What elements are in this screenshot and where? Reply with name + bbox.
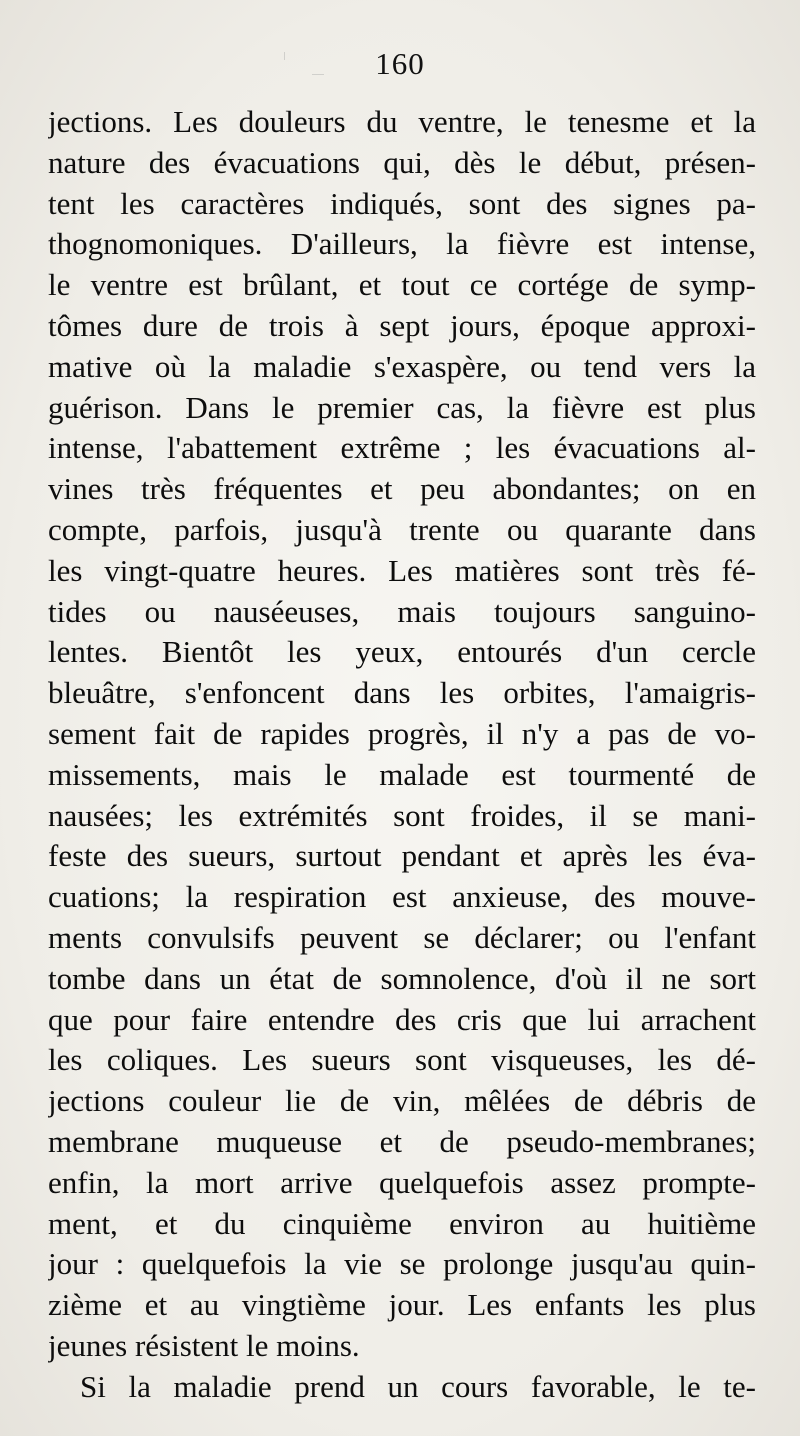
text-line: jections couleur lie de vin, mêlées de débris de: [48, 1083, 756, 1119]
text-line: Si la maladie prend un cours favorable, le te-: [80, 1368, 756, 1404]
text-line: tides ou nauséeuses, mais toujours sanguino-: [48, 593, 756, 629]
text-line: guérison. Dans le premier cas, la fièvre est plus: [48, 389, 756, 425]
text-line: tômes dure de trois à sept jours, époque approxi-: [48, 307, 756, 343]
text-line: que pour faire entendre des cris que lui arrachent: [48, 1001, 756, 1037]
text-line: feste des sueurs, surtout pendant et après les éva-: [48, 838, 756, 874]
page-number: 160: [375, 46, 425, 81]
text-line: sement fait de rapides progrès, il n'y a pas de vo-: [48, 715, 756, 751]
scan-mark: [284, 52, 285, 60]
text-line: vines très fréquentes et peu abondantes; on en: [48, 471, 756, 507]
text-line: le ventre est brûlant, et tout ce cortége de symp-: [48, 267, 756, 303]
body-text: [48, 102, 756, 1408]
text-line: ments convulsifs peuvent se déclarer; ou l'enfant: [48, 919, 756, 955]
text-line: jeunes résistent le moins.: [48, 1327, 360, 1363]
text-line: ment, et du cinquième environ au huitième: [48, 1205, 756, 1241]
text-line: zième et au vingtième jour. Les enfants les plus: [48, 1287, 756, 1323]
text-line: les coliques. Les sueurs sont visqueuses, les dé-: [48, 1042, 756, 1078]
text-line: tent les caractères indiqués, sont des signes pa-: [48, 185, 756, 221]
scan-mark: [312, 74, 324, 75]
text-line: intense, l'abattement extrême ; les évacuations al-: [48, 430, 756, 466]
text-line: nausées; les extrémités sont froides, il se mani-: [48, 797, 756, 833]
text-line: bleuâtre, s'enfoncent dans les orbites, l'amaigris-: [48, 675, 756, 711]
text-line: thognomoniques. D'ailleurs, la fièvre est intense,: [48, 226, 756, 262]
text-line: jour : quelquefois la vie se prolonge jusqu'au quin-: [48, 1246, 756, 1282]
text-line: les vingt-quatre heures. Les matières sont très fé-: [48, 552, 756, 588]
text-line: lentes. Bientôt les yeux, entourés d'un cercle: [48, 634, 756, 670]
text-line: enfin, la mort arrive quelquefois assez prompte-: [48, 1164, 756, 1200]
text-line: membrane muqueuse et de pseudo-membranes;: [48, 1123, 756, 1159]
text-line: compte, parfois, jusqu'à trente ou quarante dans: [48, 511, 756, 547]
text-line: mative où la maladie s'exaspère, ou tend vers la: [48, 348, 756, 384]
text-line: missements, mais le malade est tourmenté de: [48, 756, 756, 792]
text-line: nature des évacuations qui, dès le début, présen-: [48, 144, 756, 180]
text-line: jections. Les douleurs du ventre, le tenesme et la: [48, 104, 756, 139]
text-line: tombe dans un état de somnolence, d'où il ne sort: [48, 960, 756, 996]
text-line: cuations; la respiration est anxieuse, des mouve-: [48, 879, 756, 915]
